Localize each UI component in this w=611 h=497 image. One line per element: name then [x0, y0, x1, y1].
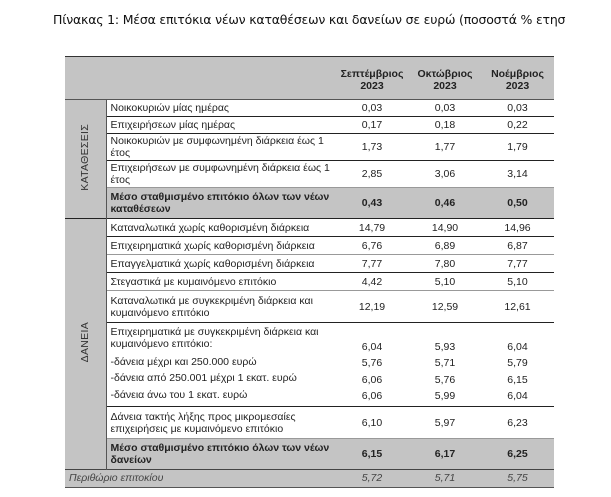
value-cell: 0,18	[409, 117, 481, 134]
value-cell: 2,85	[335, 161, 409, 188]
value-cell: 6,15	[335, 439, 409, 469]
table-row	[65, 134, 554, 161]
value-cell: 5,71	[434, 357, 456, 369]
value-cell: 6,10	[335, 407, 409, 439]
row-label: Στεγαστικά με κυμαινόμενο επιτόκιο	[106, 273, 335, 291]
value-cell: 12,61	[481, 291, 554, 323]
column-header: Οκτώβριος 2023	[409, 57, 481, 100]
value-cell: 5,10	[409, 273, 481, 291]
table-row	[65, 219, 554, 237]
value-cell: 12,19	[335, 291, 409, 323]
header-row	[65, 57, 554, 100]
sub-row-label: -δάνεια άνω του 1 εκατ. ευρώ	[110, 388, 248, 401]
value-cell: 1,77	[409, 134, 481, 161]
value-cell: 0,03	[335, 100, 409, 117]
value-cell: 6,23	[481, 407, 554, 439]
value-cell: 12,59	[409, 291, 481, 323]
row-label: Νοικοκυριών με συμφωνημένη διάρκεια έως 1 έτος	[106, 134, 335, 161]
value-cell: 5,76	[361, 357, 383, 369]
interest-margin-row	[65, 469, 554, 487]
deposits-group-label: ΚΑΤΑΘΕΣΕΙΣ	[79, 124, 92, 191]
table-row	[65, 161, 554, 188]
value-cell: 0,50	[481, 188, 554, 219]
value-cell: 5,10	[481, 273, 554, 291]
value-cell: 5,72	[335, 469, 409, 487]
value-cell: 3,06	[409, 161, 481, 188]
table-row	[65, 117, 554, 134]
value-cell: 14,96	[481, 219, 554, 237]
value-cell-group	[409, 323, 481, 407]
value-cell: 6,15	[507, 373, 528, 386]
value-cell: 0,22	[481, 117, 554, 134]
loans-group-cell	[65, 219, 106, 470]
column-header: Σεπτέμβριος 2023	[335, 57, 409, 100]
loans-average-row	[65, 439, 554, 469]
value-cell: 0,03	[409, 100, 481, 117]
table-row	[65, 255, 554, 273]
value-cell: 14,90	[409, 219, 481, 237]
value-cell: 0,43	[335, 188, 409, 219]
row-label: Περιθώριο επιτοκίου	[65, 469, 335, 487]
business-group-label: Επιχειρηματικά με συγκεκριμένη διάρκεια και κυμαινόμενο επιτόκιο:	[110, 325, 319, 350]
row-label: Επιχειρήσεων μίας ημέρας	[106, 117, 335, 134]
column-header: Νοέμβριος 2023	[481, 57, 554, 100]
value-cell: 14,79	[335, 219, 409, 237]
value-cell: 0,17	[335, 117, 409, 134]
value-cell: 3,14	[481, 161, 554, 188]
header-blank	[65, 57, 335, 100]
value-cell: 5,79	[507, 357, 528, 369]
value-cell: 1,73	[335, 134, 409, 161]
value-cell: 5,99	[434, 390, 456, 402]
value-cell: 5,97	[409, 407, 481, 439]
value-cell: 5,75	[481, 469, 554, 487]
interest-rates-table	[65, 56, 554, 488]
value-cell: 0,03	[481, 100, 554, 117]
value-cell: 5,71	[409, 469, 481, 487]
value-cell: 7,80	[409, 255, 481, 273]
value-cell: 7,77	[335, 255, 409, 273]
sub-row-label: -δάνεια μέχρι και 250.000 ευρώ	[110, 355, 257, 368]
value-cell: 5,76	[434, 373, 456, 386]
value-cell: 6,06	[361, 390, 383, 402]
table-row	[65, 291, 554, 323]
loans-group-label: ΔΑΝΕΙΑ	[79, 322, 92, 363]
value-cell: 6,06	[361, 373, 383, 386]
table-row	[65, 100, 554, 117]
row-label: Μέσο σταθμισμένο επιτόκιο όλων των νέων καταθέσεων	[106, 188, 335, 219]
value-cell: 6,04	[507, 390, 528, 402]
row-label: Επιχειρηματικά χωρίς καθορισμένη διάρκεια	[106, 237, 335, 255]
row-label: Μέσο σταθμισμένο επιτόκιο όλων των νέων δανείων	[106, 439, 335, 469]
table-row	[65, 407, 554, 439]
deposits-group-cell	[65, 100, 106, 219]
value-cell: 4,42	[335, 273, 409, 291]
row-label: Δάνεια τακτής λήξης προς μικρομεσαίες επιχειρήσεις με κυμαινόμενο επιτόκιο	[106, 407, 335, 439]
row-label: Καταναλωτικά χωρίς καθορισμένη διάρκεια	[106, 219, 335, 237]
value-cell: 6,17	[409, 439, 481, 469]
value-cell: 6,04	[507, 340, 528, 353]
row-label: Καταναλωτικά με συγκεκριμένη διάρκεια και κυμαινόμενο επιτόκιο	[106, 291, 335, 323]
sub-row-label: -δάνεια από 250.001 μέχρι 1 εκατ. ευρώ	[110, 372, 297, 385]
value-cell: 6,25	[481, 439, 554, 469]
deposits-average-row	[65, 188, 554, 219]
row-label: Νοικοκυριών μίας ημέρας	[106, 100, 335, 117]
row-label: Επαγγελματικά χωρίς καθορισμένη διάρκεια	[106, 255, 335, 273]
row-label-group	[106, 323, 335, 407]
business-loans-group-row	[65, 323, 554, 407]
value-cell: 6,04	[361, 340, 383, 353]
value-cell: 6,76	[335, 237, 409, 255]
value-cell: 6,87	[481, 237, 554, 255]
value-cell: 7,77	[481, 255, 554, 273]
value-cell-group	[481, 323, 554, 407]
value-cell: 0,46	[409, 188, 481, 219]
value-cell-group	[335, 323, 409, 407]
table-title: Πίνακας 1: Μέσα επιτόκια νέων καταθέσεων και δανείων σε ευρώ (ποσοστά % ετησ	[53, 12, 566, 27]
value-cell: 1,79	[481, 134, 554, 161]
value-cell: 5,93	[434, 340, 456, 353]
table-row	[65, 237, 554, 255]
row-label: Επιχειρήσεων με συμφωνημένη διάρκεια έως 1 έτος	[106, 161, 335, 188]
table-row	[65, 273, 554, 291]
value-cell: 6,89	[409, 237, 481, 255]
